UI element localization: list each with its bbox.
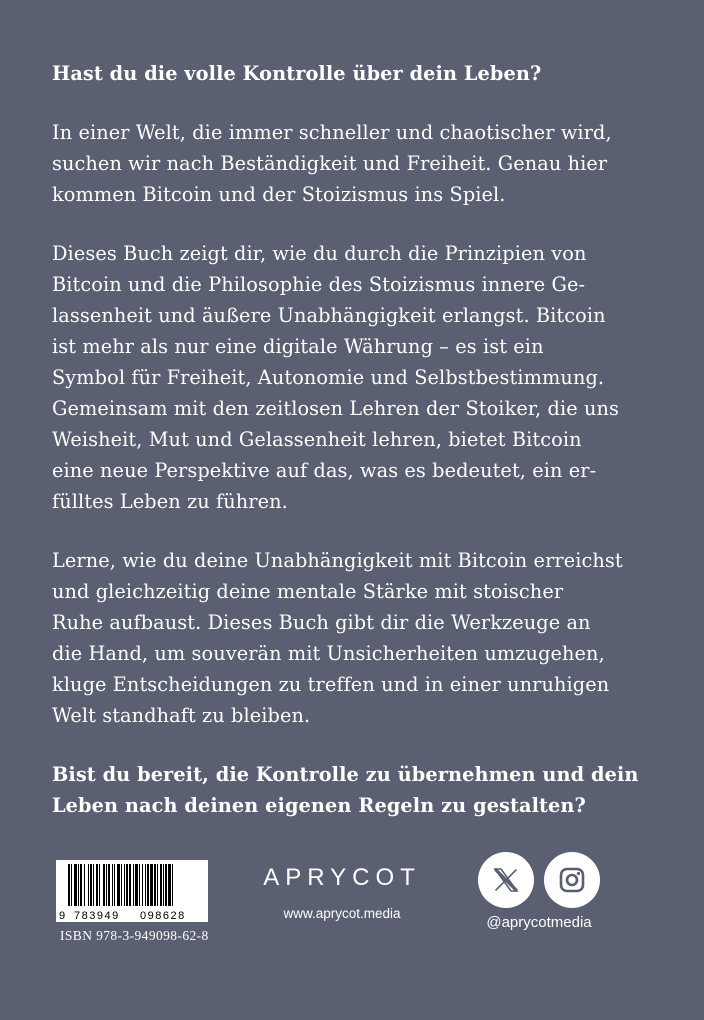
blurb-heading: Hast du die volle Kontrolle über dein Leben? (52, 62, 542, 85)
barcode-bar (74, 864, 77, 906)
barcode-bar (165, 864, 167, 906)
blurb (52, 58, 662, 849)
barcode-bar (147, 864, 149, 906)
barcode-bar (78, 864, 79, 906)
barcode-bar (93, 864, 94, 906)
barcode-bar (71, 864, 72, 906)
barcode-bars (56, 860, 208, 922)
barcode-bar (172, 864, 173, 906)
x-icon[interactable] (478, 852, 534, 908)
barcode-bar (103, 864, 105, 906)
barcode-digit-first: 9 (59, 910, 66, 922)
social-handle: @aprycotmedia (486, 914, 592, 931)
barcode-digits-left: 783949 (74, 910, 120, 922)
instagram-icon[interactable] (544, 852, 600, 908)
barcode-bar (88, 864, 89, 906)
barcode-bar (80, 864, 82, 906)
barcode-bar (150, 864, 153, 906)
barcode-bar (84, 864, 85, 906)
blurb-closing: Bist du bereit, die Kontrolle zu übernehmen und dein Leben nach deinen eigenen Regeln zu gestalten? (52, 763, 639, 817)
blurb-paragraph-3: Lerne, wie du deine Unabhängigkeit mit Bitcoin erreichst und gleichzeitig deine mentale Stärke mit stoischer Ruhe aufbaust. Dieses Buch gibt dir die Werkzeuge an die Hand, um souverän mit Unsicherheiten umzugehen, kluge Entscheidungen zu treffen und in einer unruhigen Welt standhaft zu bleiben. (52, 549, 623, 727)
barcode-bar (160, 864, 162, 906)
barcode-bar (108, 864, 110, 906)
barcode-bar (121, 864, 122, 906)
barcode-bar (154, 864, 156, 906)
barcode-bar (126, 864, 128, 906)
barcode-bar (129, 864, 131, 906)
publisher (258, 864, 426, 921)
barcode-bar (135, 864, 138, 906)
publisher-url: www.aprycot.media (283, 906, 401, 921)
barcode-bar (157, 864, 158, 906)
barcode (56, 860, 208, 922)
social-links (478, 852, 600, 931)
barcode-bar (142, 864, 143, 906)
barcode-bar (106, 864, 107, 906)
barcode-bar (90, 864, 92, 906)
barcode-bar (163, 864, 164, 906)
publisher-logo: APRYCOT (263, 864, 421, 891)
barcode-bar (99, 864, 100, 906)
barcode-bar (112, 864, 113, 906)
barcode-bar (124, 864, 125, 906)
barcode-bar (117, 864, 120, 906)
blurb-paragraph-1: In einer Welt, die immer schneller und chaotischer wird, suchen wir nach Beständigkeit und Freiheit. Genau hier kommen Bitcoin und der Stoizismus ins Spiel. (52, 121, 612, 206)
barcode-bar (168, 864, 171, 906)
barcode-bar (114, 864, 115, 906)
barcode-bar (68, 864, 70, 906)
barcode-digits-right: 098628 (140, 910, 186, 922)
barcode-bar (145, 864, 146, 906)
barcode-bar (96, 864, 98, 906)
barcode-bar (139, 864, 140, 906)
barcode-bar (133, 864, 134, 906)
blurb-paragraph-2: Dieses Buch zeigt dir, wie du durch die Prinzipien von Bitcoin und die Philosophie des Stoizismus innere Ge- lassenheit und äußere Unabhängigkeit erlangst. Bitcoin ist mehr als nur eine digitale Währung – es ist ein Symbol für Freiheit, Autonomie und Selbstbestimmung. Gemeinsam mit den zeitlosen Lehren der Stoiker, die uns Weisheit, Mut und Gelassenheit lehren, bietet Bitcoin eine neue Perspektive auf das, was es bedeutet, ein er- fülltes Leben zu führen. (52, 242, 619, 513)
isbn-text: ISBN 978-3-949098-62-8 (60, 928, 209, 943)
